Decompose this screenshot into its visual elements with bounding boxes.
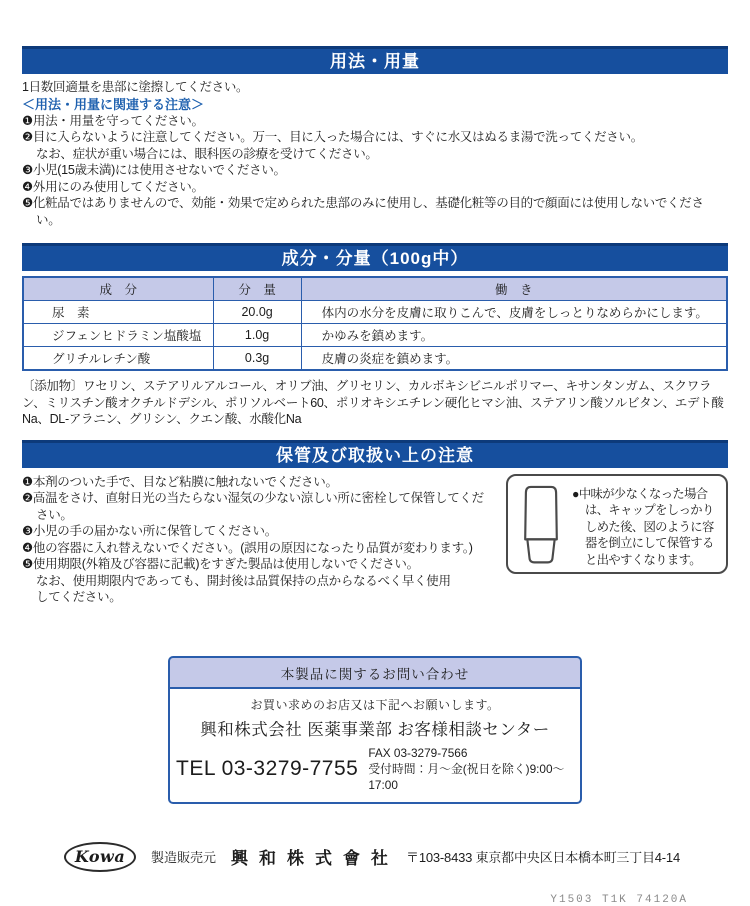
ingredients-table	[22, 276, 728, 371]
storage-item	[22, 523, 490, 540]
item-number-icon: ❺	[22, 196, 33, 210]
fax-and-hours	[368, 745, 574, 793]
maker-label: 製造販売元	[151, 850, 217, 865]
dosage-item	[22, 179, 728, 196]
item-number-icon: ❹	[22, 540, 33, 555]
dosage-item-subtext: なお、症状が重い場合には、眼科医の診療を受けてください。	[36, 146, 378, 161]
ingredient-function: かゆみを鎮めます。	[301, 324, 727, 347]
print-code: Y1503 T1K 74120A	[550, 893, 688, 906]
item-number-icon: ❷	[22, 491, 33, 505]
section-title: 保管及び取扱い上の注意	[276, 445, 474, 465]
kowa-logo-text: Kowa	[74, 847, 126, 866]
additives-text: 〔添加物〕ワセリン、ステアリルアルコール、オリブ油、グリセリン、カルボキシビニルポリマー、キサンタンガム、スクワラン、ミリスチン酸オクチルドデシル、ポリソルベート60、ポリオキシエチレン硬化ヒマシ油、ステアリン酸ソルビタン、エデト酸Na、DL-アラニン、グリシン、クエン酸、水酸化Na	[22, 379, 724, 426]
contact-company-name: 興和株式会社 医薬事業部 お客様相談センター	[200, 720, 550, 739]
storage-item-text: 他の容器に入れ替えないでください。(誤用の原因になったり品質が変わります。)	[32, 540, 473, 555]
dosage-item-text: 化粧品ではありませんので、効能・効果で定められた患部のみに使用し、基礎化粧等の目的で顔面には使用しないでください。	[32, 196, 704, 227]
item-number-icon: ❸	[22, 163, 33, 177]
table-row	[23, 324, 727, 347]
storage-item-text: 小児の手の届かない所に保管してください。	[32, 524, 277, 538]
storage-list	[22, 474, 490, 606]
item-number-icon: ❶	[22, 474, 33, 489]
dosage-section	[22, 46, 728, 228]
bullet-icon: ●	[572, 486, 579, 501]
tel-number: TEL 03-3279-7755	[176, 756, 359, 780]
dosage-item	[22, 113, 728, 130]
dosage-body	[22, 79, 728, 228]
dosage-item-text: 用法・用量を守ってください。	[32, 113, 204, 128]
item-number-icon: ❶	[22, 113, 33, 128]
dosage-item	[22, 162, 728, 179]
section-title: 成分・分量（100g中）	[281, 249, 469, 268]
contact-header: 本製品に関するお問い合わせ	[168, 656, 582, 689]
dosage-item-text: 目に入らないように注意してください。万一、目に入った場合には、すぐに水又はぬるま湯で洗ってください。	[32, 130, 643, 144]
contact-phone-row	[176, 745, 574, 793]
dosage-item	[22, 129, 728, 146]
dosage-item	[22, 195, 728, 228]
storage-tip-text	[572, 486, 718, 569]
section-header-storage	[22, 440, 728, 468]
table-row	[23, 347, 727, 371]
ingredient-function: 皮膚の炎症を鎮めます。	[301, 347, 727, 371]
ingredient-amount: 20.0g	[213, 301, 301, 324]
contact-body	[168, 689, 582, 804]
column-header-function: 働 き	[301, 277, 727, 301]
storage-section	[22, 440, 728, 606]
storage-item-text: 本剤のついた手で、目など粘膜に触れないでください。	[32, 474, 338, 489]
storage-tip-body: 中味が少なくなった場合は、キャップをしっかりしめた後、図のように容器を倒立にして保管すると出やすくなります。	[578, 486, 714, 567]
table-header-row	[23, 277, 727, 301]
item-number-icon: ❺	[22, 557, 33, 571]
company-address: 〒103-8433 東京都中央区日本橋本町三丁目4-14	[406, 850, 680, 865]
storage-item	[22, 556, 490, 573]
dosage-item-text: 外用にのみ使用してください。	[32, 179, 204, 194]
table-row	[23, 301, 727, 324]
section-header-ingredients	[22, 243, 728, 271]
dosage-item-text: 小児(15歳未満)には使用させないでください。	[32, 163, 286, 177]
storage-item	[22, 474, 490, 491]
contact-instruction: お買い求めのお店又は下記へお願いします。	[250, 697, 500, 712]
inverted-tube-icon	[518, 484, 564, 566]
section-header-dosage	[22, 46, 728, 74]
storage-tip-box	[506, 474, 728, 574]
manufacturer-footer	[64, 842, 728, 872]
ingredient-amount: 1.0g	[213, 324, 301, 347]
item-number-icon: ❷	[22, 130, 33, 144]
dosage-intro: 1日数回適量を患部に塗擦してください。	[22, 80, 249, 94]
ingredient-function: 体内の水分を皮膚に取りこんで、皮膚をしっとりなめらかにします。	[301, 301, 727, 324]
company-name: 興和株式會社	[231, 849, 400, 868]
storage-item-text: 高温をさけ、直射日光の当たらない湿気の少ない涼しい所に密栓して保管してください。	[32, 491, 484, 522]
storage-item-text: 使用期限(外箱及び容器に記載)をすぎた製品は使用しないでください。	[32, 557, 419, 571]
fax-number: FAX 03-3279-7566	[368, 745, 468, 760]
storage-item	[22, 540, 490, 557]
item-number-icon: ❹	[22, 179, 33, 194]
storage-item	[22, 490, 490, 523]
kowa-logo-icon	[64, 842, 136, 872]
ingredient-name: グリチルレチン酸	[23, 347, 213, 371]
section-title: 用法・用量	[330, 52, 420, 71]
ingredient-name: 尿 素	[23, 301, 213, 324]
ingredients-section	[22, 243, 728, 428]
item-number-icon: ❸	[22, 524, 33, 538]
column-header-amount: 分 量	[213, 277, 301, 301]
ingredient-name: ジフェンヒドラミン塩酸塩	[23, 324, 213, 347]
column-header-ingredient: 成 分	[23, 277, 213, 301]
reception-hours: 受付時間：月〜金(祝日を除く)9:00〜17:00	[368, 761, 565, 792]
contact-section	[168, 656, 582, 804]
storage-item-subtext: なお、使用期限内であっても、開封後は品質保持の点からなるべく早く使用してください。	[36, 573, 451, 604]
dosage-note-heading: ＜用法・用量に関連する注意＞	[22, 96, 205, 112]
storage-content	[22, 474, 728, 606]
ingredient-amount: 0.3g	[213, 347, 301, 371]
